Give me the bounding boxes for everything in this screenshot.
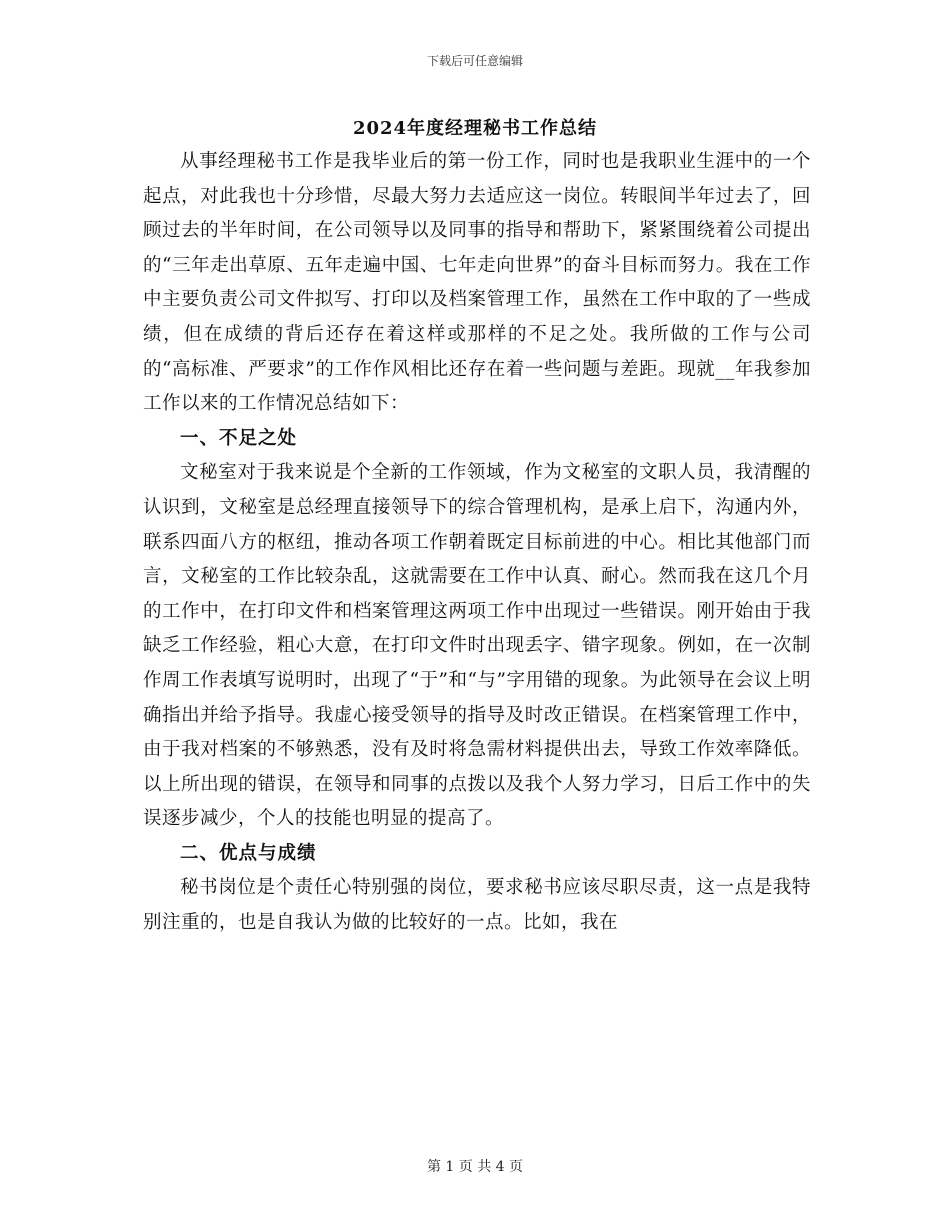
document-title: 2024年度经理秘书工作总结 <box>352 118 598 139</box>
section-heading-shortcomings: 一、不足之处 <box>180 427 298 449</box>
intro-paragraph: 从事经理秘书工作是我毕业后的第一份工作，同时也是我职业生涯中的一个起点，对此我也十分珍惜，尽最大努力去适应这一岗位。转眼间半年过去了，回顾过去的半年时间，在公司领导以及同事的指导和帮助下，紧紧围绕着公司提出的“三年走出草原、五年走遍中国、七年走向世界”的奋斗目标而努力。我在工作中主要负责公司文件拟写、打印以及档案管理工作，虽然在工作中取的了一些成绩，但在成绩的背后还存在着这样或那样的不足之处。我所做的工作与公司的“高标准、严要求”的工作作风相比还存在着一些问题与差距。现就__年我参加工作以来的工作情况总结如下： <box>143 151 811 415</box>
section-heading-strengths: 二、优点与成绩 <box>180 842 317 864</box>
page-header-note: 下载后可任意编辑 <box>426 54 523 68</box>
document-body <box>143 145 811 941</box>
section-paragraph-shortcomings: 文秘室对于我来说是个全新的工作领域，作为文秘室的文职人员，我清醒的认识到，文秘室是总经理直接领导下的综合管理机构，是承上启下，沟通内外，联系四面八方的枢纽，推动各项工作朝着既定目标前进的中心。相比其他部门而言，文秘室的工作比较杂乱，这就需要在工作中认真、耐心。然而我在这几个月的工作中，在打印文件和档案管理这两项工作中出现过一些错误。刚开始由于我缺乏工作经验，粗心大意，在打印文件时出现丢字、错字现象。例如，在一次制作周工作表填写说明时，出现了“于”和“与”字用错的现象。为此领导在会议上明确指出并给予指导。我虚心接受领导的指导及时改正错误。在档案管理工作中，由于我对档案的不够熟悉，没有及时将急需材料提供出去，导致工作效率降低。以上所出现的错误，在领导和同事的点拨以及我个人努力学习，日后工作中的失误逐步减少，个人的技能也明显的提高了。 <box>143 462 811 830</box>
page-number: 第 1 页 共 4 页 <box>426 1159 524 1175</box>
section-paragraph-strengths: 秘书岗位是个责任心特别强的岗位，要求秘书应该尽职尽责，这一点是我特别注重的，也是自我认为做的比较好的一点。比如，我在 <box>143 877 811 934</box>
